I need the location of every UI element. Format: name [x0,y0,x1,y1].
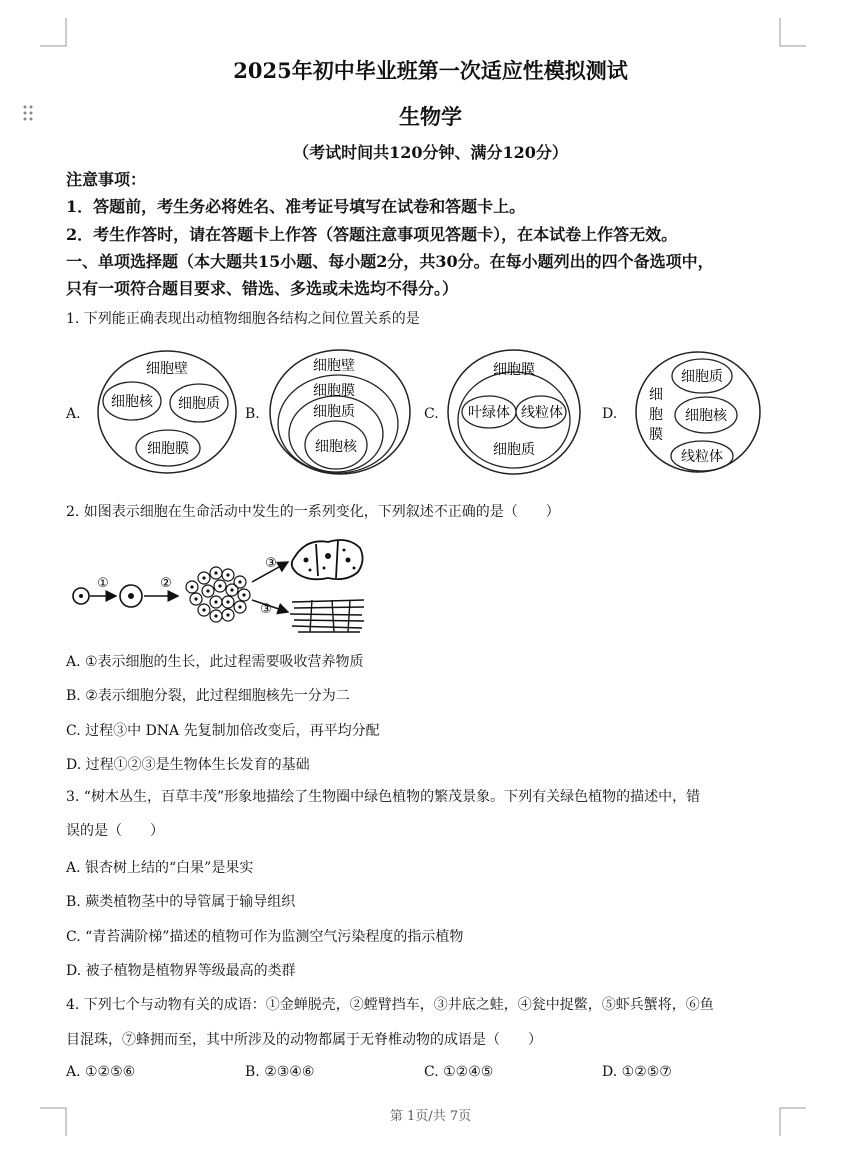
diagram-b-label-cytoplasm: 细胞质 [313,404,355,420]
q2-option-d: D. 过程①②③是生物体生长发育的基础 [66,757,310,773]
section-heading-line2: 只有一项符合题目要求、错选、多选或未选均不得分。） [66,279,459,298]
q2-option-a: A. ①表示细胞的生长，此过程需要吸收营养物质 [66,654,364,670]
diagram-c-label-membrane: 细胞膜 [493,362,535,378]
q2-option-c: C. 过程③中 DNA 先复制加倍改变后，再平均分配 [66,723,380,739]
diagram-d-label-cytoplasm: 细胞质 [681,369,723,385]
diagram-c-label-mitochondria: 线粒体 [521,405,563,421]
q1-diagram-a [95,348,240,476]
marker-1: ① [97,576,109,591]
q1-option-b: B. [245,406,260,422]
diagram-d-label-nucleus: 细胞核 [685,408,727,424]
q1-option-d: D. [602,406,618,422]
q4-option-a: A. ①②⑤⑥ [66,1064,136,1080]
tissue-upper [292,540,363,579]
q4-option-c: C. ①②④⑤ [424,1064,494,1080]
diagram-d-label-mitochondria: 线粒体 [681,449,723,465]
diagram-a-label-membrane: 细胞膜 [147,441,189,457]
question-4-stem-line1: 4. 下列七个与动物有关的成语：①金蝉脱壳，②螳臂挡车，③井底之蛙，④瓮中捉鳖，⑤虾兵蟹将，⑥鱼 [66,997,714,1013]
q3-option-b: B. 蕨类植物茎中的导管属于输导组织 [66,894,296,910]
note-item-2: 2．考生作答时，请在答题卡上作答（答题注意事项见答题卡），在本试卷上作答无效。 [66,225,678,244]
diagram-d-label-membrane-3: 膜 [649,427,663,443]
q1-diagram-c [446,348,586,476]
notes-heading: 注意事项： [66,170,147,189]
q1-diagram-d [634,350,764,475]
q4-option-b: B. ②③④⑥ [245,1064,315,1080]
diagram-c-label-cytoplasm: 细胞质 [493,442,535,458]
diagram-a-label-nucleus: 细胞核 [111,394,153,410]
marker-2: ② [160,576,172,591]
question-4-stem-line2: 目混珠，⑦蜂拥而至，其中所涉及的动物都属于无脊椎动物的成语是（ ） [66,1032,542,1048]
diagram-b-label-nucleus: 细胞核 [315,439,357,455]
q1-diagram-b [268,348,413,476]
marker-3-upper: ③ [265,556,277,571]
diagram-d-label-membrane-2: 胞 [649,407,663,423]
note-item-1: 1．答题前，考生务必将姓名、准考证号填写在试卷和答题卡上。 [66,197,526,216]
q1-option-a: A. [66,406,81,422]
tissue-lower [290,600,364,632]
diagram-b-label-wall: 细胞壁 [313,358,355,374]
question-2-stem: 2. 如图表示细胞在生命活动中发生的一系列变化，下列叙述不正确的是（ ） [66,504,560,520]
marker-3-lower: ③ [260,602,272,617]
question-3-stem-line2: 误的是（ ） [66,823,164,839]
q2-option-b: B. ②表示细胞分裂，此过程细胞核先一分为二 [66,688,350,704]
q3-option-d: D. 被子植物是植物界等级最高的类群 [66,963,296,979]
q1-option-c: C. [424,406,439,422]
diagram-a-label-cytoplasm: 细胞质 [178,396,220,412]
section-heading-line1: 一、单项选择题（本大题共15小题、每小题2分，共30分。在每小题列出的四个备选项中， [66,252,714,271]
exam-title: 2025年初中毕业班第一次适应性模拟测试 [233,58,628,83]
page-number: 第 1页/共 7页 [389,1109,472,1124]
cell-cluster [186,567,250,622]
q3-option-c: C. “青苔满阶梯”描述的植物可作为监测空气污染程度的指示植物 [66,929,464,945]
diagram-d-label-membrane-1: 细 [649,387,663,403]
diagram-b-label-membrane: 细胞膜 [313,383,355,399]
exam-info: （考试时间共120分钟、满分120分） [293,143,568,162]
q4-option-d: D. ①②⑤⑦ [602,1064,672,1080]
question-3-stem-line1: 3. “树木丛生，百草丰茂”形象地描绘了生物圈中绿色植物的繁茂景象。下列有关绿色植物的描述中，错 [66,789,701,805]
diagram-a-label-wall: 细胞壁 [146,361,188,377]
question-1-stem: 1. 下列能正确表现出动植物细胞各结构之间位置关系的是 [66,311,420,327]
q2-cell-change-diagram [66,530,376,640]
subject-title: 生物学 [399,104,462,129]
diagram-c-label-chloroplast: 叶绿体 [468,405,510,421]
q3-option-a: A. 银杏树上结的“白果”是果实 [66,860,254,876]
